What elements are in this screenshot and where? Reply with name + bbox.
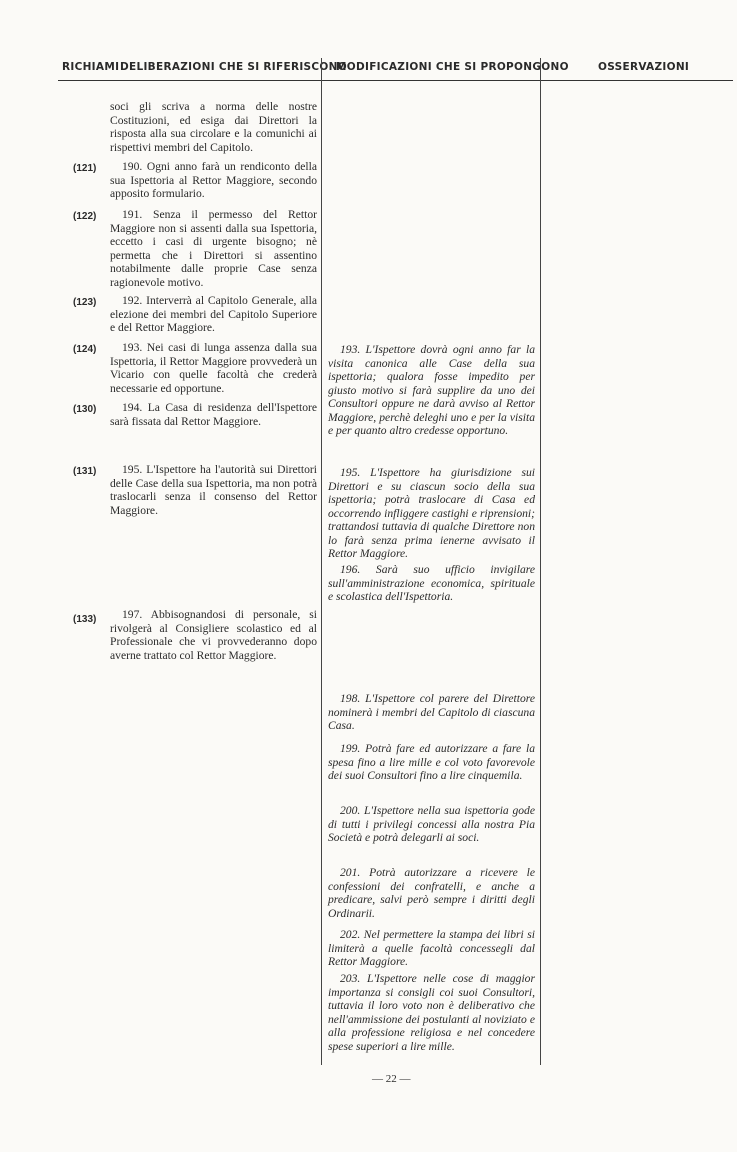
modification-203: 203. L'Ispettore nelle cose di maggior importanza si consigli coi suoi Consultori, tuttavia il loro voto non è deliberativo che nell'ammissione dei postulanti al noviziato e alla professione religiosa e nel concedere spese superiori a lire mille. xyxy=(328,972,535,1053)
header-richiami: RICHIAMI xyxy=(62,61,120,73)
paragraph-195: 195. L'Ispettore ha l'autorità sui Direttori delle Case della sua Ispettoria, ma non potrà traslocarli senza il consenso del Rettor Maggiore. xyxy=(110,463,317,517)
paragraph-193: 193. Nei casi di lunga assenza dalla sua Ispettoria, il Rettor Maggiore provvederà un Vicario con quelle facoltà che crederà necessarie ed opportune. xyxy=(110,341,317,395)
paragraph-194: 194. La Casa di residenza dell'Ispettore sarà fissata dal Rettor Maggiore. xyxy=(110,401,317,428)
ref-133: (133) xyxy=(73,614,97,625)
paragraph-197: 197. Abbisognandosi di personale, si rivolgerà al Consigliere scolastico ed al Professionale che vi provvederanno dopo averne trattato col Rettor Maggiore. xyxy=(110,608,317,662)
paragraph-192: 192. Interverrà al Capitolo Generale, alla elezione dei membri del Capitolo Superiore e del Rettor Maggiore. xyxy=(110,294,317,334)
modification-200: 200. L'Ispettore nella sua ispettoria gode di tutti i privilegi concessi alla nostra Pia Società e potrà delegarli ai soci. xyxy=(328,804,535,844)
modification-196: 196. Sarà suo ufficio invigilare sull'amministrazione economica, spirituale e scolastica dell'Ispettoria. xyxy=(328,563,535,603)
modification-202: 202. Nel permettere la stampa dei libri si limiterà a quelle facoltà concessegli dal Rettor Maggiore. xyxy=(328,928,535,968)
modification-201: 201. Potrà autorizzare a ricevere le confessioni dei confratelli, e anche a predicare, salvi però sempre i diritti degli Ordinarii. xyxy=(328,866,535,920)
modification-199: 199. Potrà fare ed autorizzare a fare la spesa fino a lire mille e col voto favorevole dei suoi Consultori fino a lire cinquemila. xyxy=(328,742,535,782)
modification-195: 195. L'Ispettore ha giurisdizione sui Direttori e su ciascun socio della sua ispettoria; potrà traslocare di Casa ed occorrendo infliggere castighi e riprensioni; trattandosi tuttavia di qualche Direttore non lo farà senza prima ienerne avvisato il Rettor Maggiore. xyxy=(328,466,535,560)
header-osservazioni: OSSERVAZIONI xyxy=(598,61,690,73)
ref-123: (123) xyxy=(73,297,97,308)
ref-131: (131) xyxy=(73,466,97,477)
header-modificazioni: MODIFICAZIONI CHE SI PROPONGONO xyxy=(336,61,569,73)
modification-198: 198. L'Ispettore col parere del Direttore nominerà i membri del Capitolo di ciascuna Casa. xyxy=(328,692,535,732)
header-deliberazioni: DELIBERAZIONI CHE SI RIFERISCONO xyxy=(120,61,347,73)
paragraph-cont: soci gli scriva a norma delle nostre Costituzioni, ed esiga dai Direttori la risposta alla sua circolare e la comunichi ai rispettivi membri del Capitolo. xyxy=(110,100,317,154)
column-divider-middle xyxy=(321,58,322,1065)
page-number: — 22 — xyxy=(372,1073,411,1085)
ref-124: (124) xyxy=(73,344,97,355)
paragraph-190: 190. Ogni anno farà un rendiconto della sua Ispettoria al Rettor Maggiore, secondo apposito formulario. xyxy=(110,160,317,200)
ref-122: (122) xyxy=(73,211,97,222)
modification-193: 193. L'Ispettore dovrà ogni anno far la visita canonica alle Case della sua ispettoria; qualora fosse impedito per giusto motivo si farà supplire da uno dei Consultori oppure ne darà avviso al Rettor Maggiore, perchè deleghi uno e per la visita e per quanto altro credesse opportuno. xyxy=(328,343,535,437)
column-divider-right xyxy=(540,58,541,1065)
ref-121: (121) xyxy=(73,163,97,174)
ref-130: (130) xyxy=(73,404,97,415)
paragraph-191: 191. Senza il permesso del Rettor Maggiore non si assenti dalla sua Ispettoria, eccetto i casi di urgente bisogno; nè permetta che i Direttori si assentino notabilmente dalle proprie Case senza ragionevole motivo. xyxy=(110,208,317,289)
header-rule xyxy=(58,80,733,81)
